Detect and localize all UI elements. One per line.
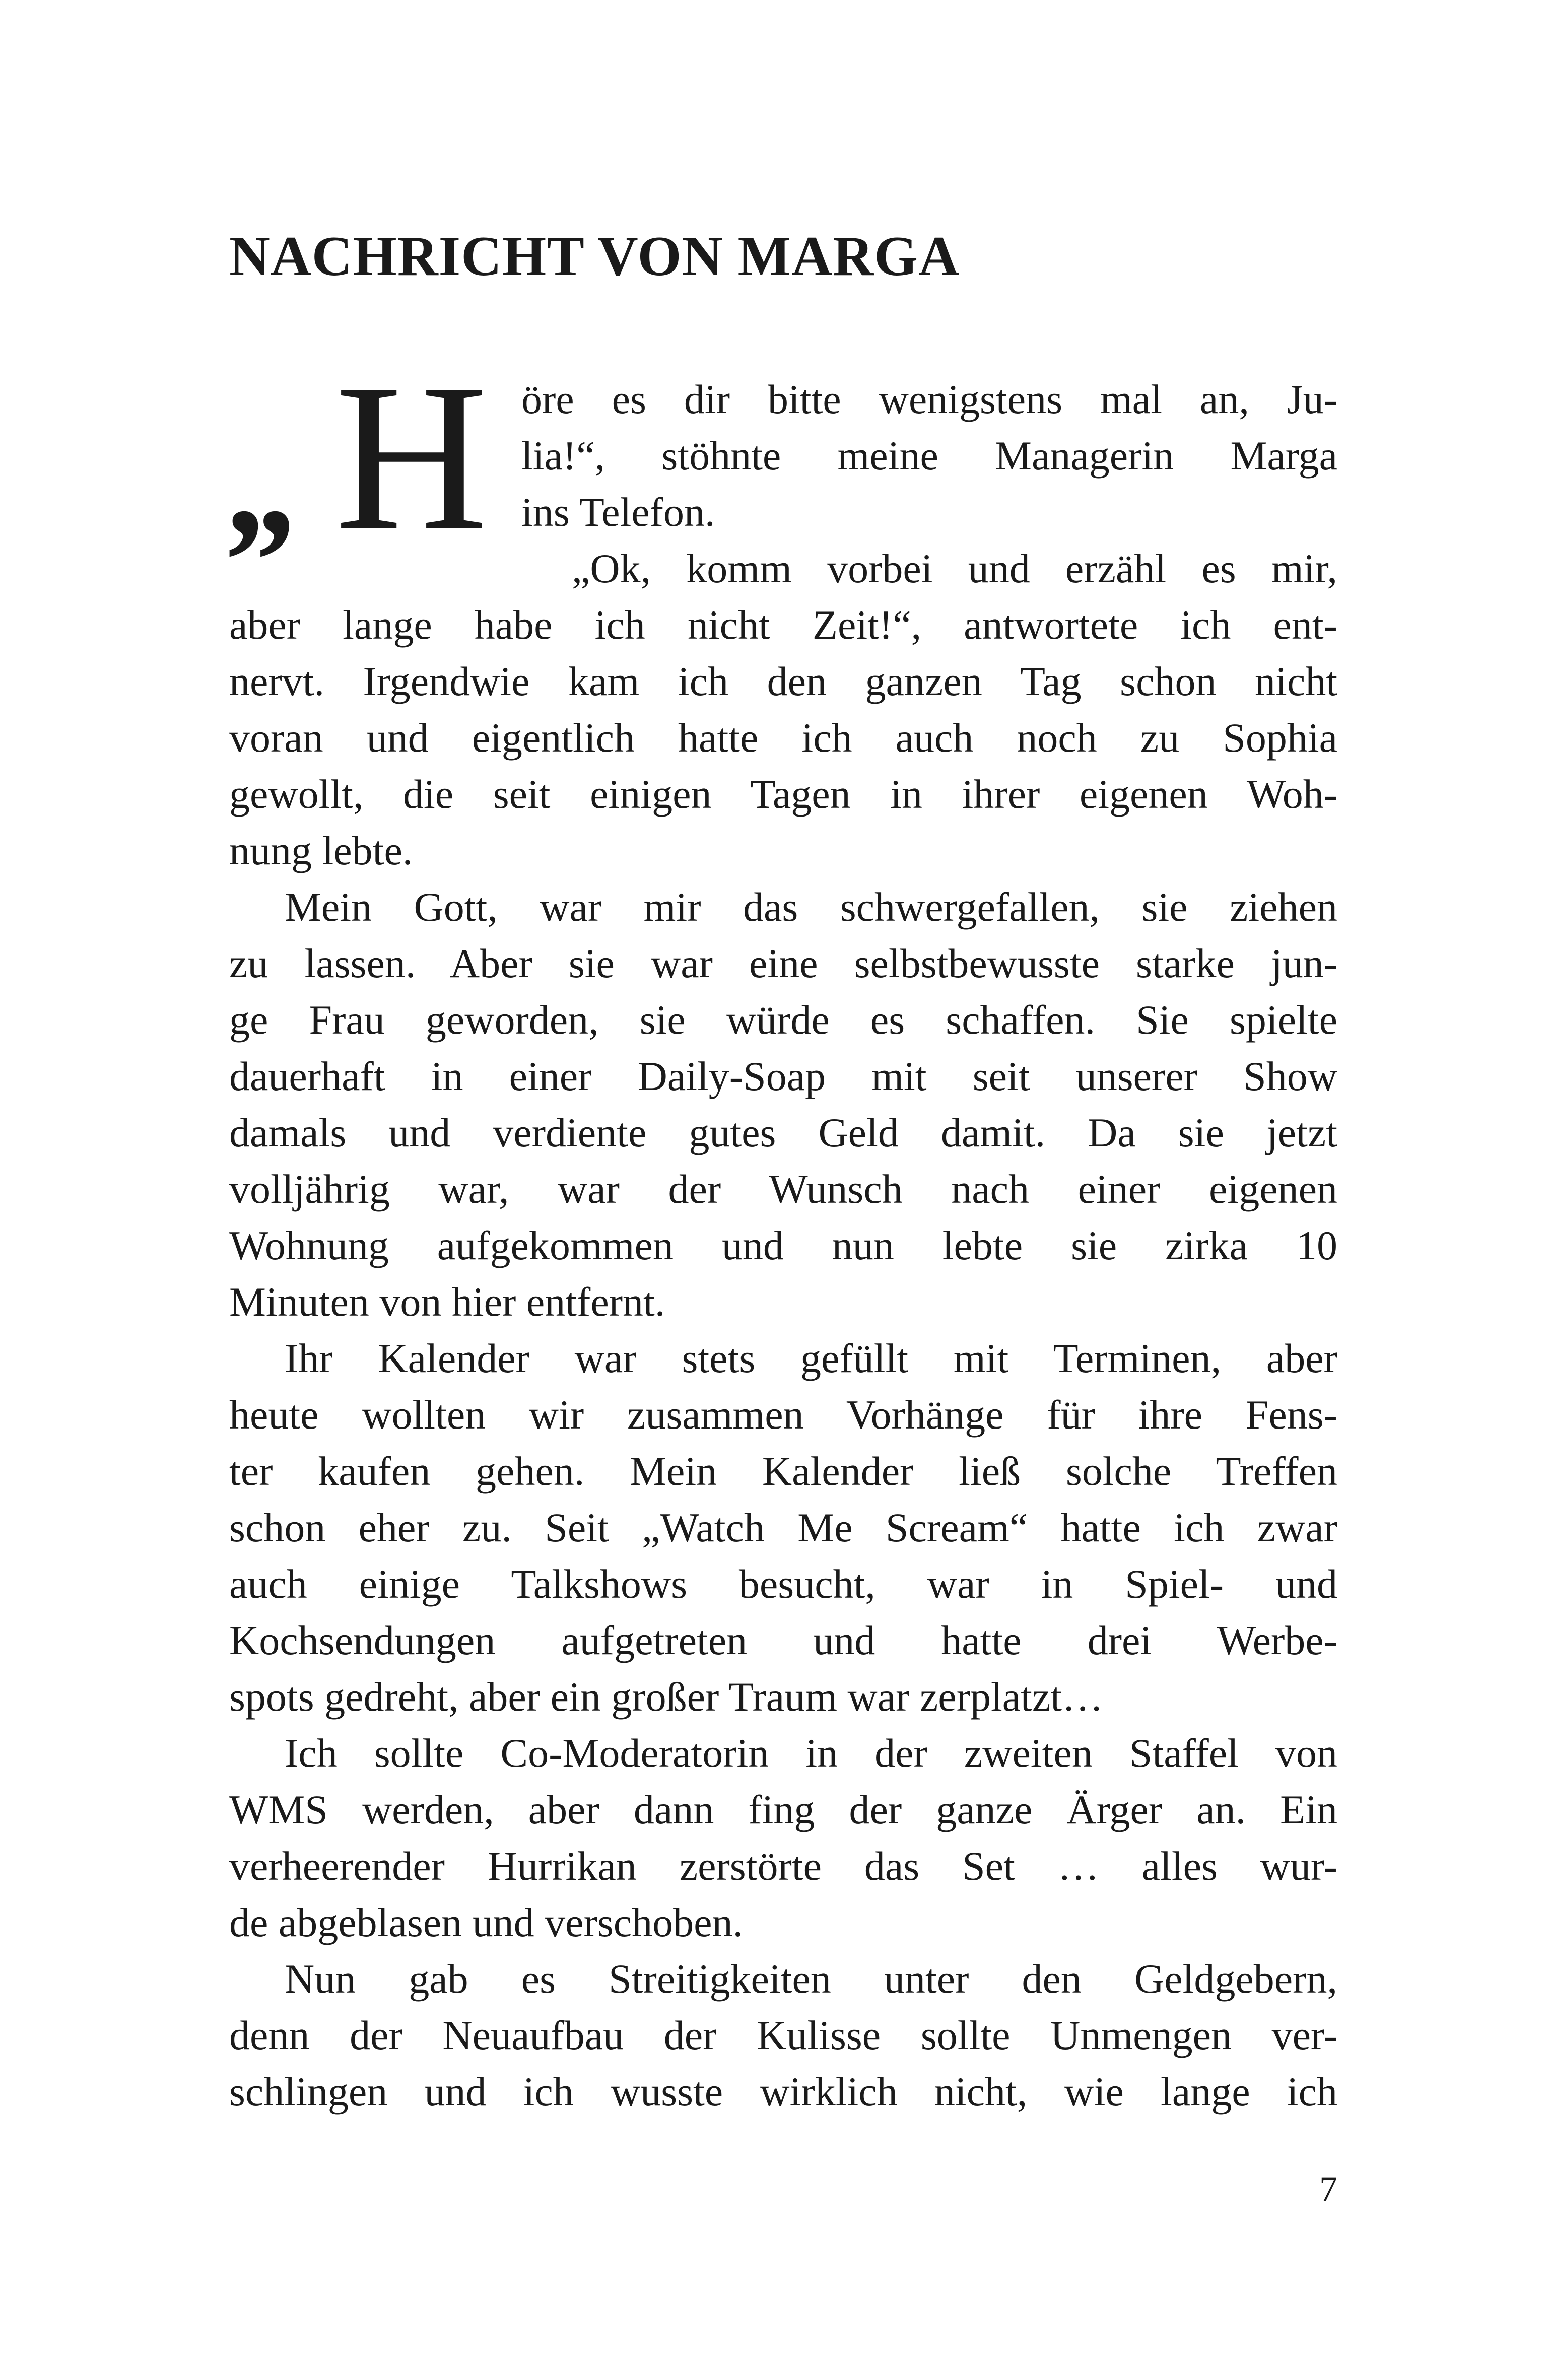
drop-cap-letter: H: [335, 340, 488, 574]
drop-cap-quote-mark: „: [229, 399, 305, 566]
text-line: ins Telefon.: [521, 489, 715, 535]
text-line: auch einige Talkshows besucht, war in Spiel- und: [229, 1561, 1337, 1607]
text-line: ge Frau geworden, sie würde es schaffen. Sie spielte: [229, 997, 1337, 1043]
text-line: Ihr Kalender war stets gefüllt mit Terminen, aber: [285, 1335, 1337, 1381]
text-line: Nun gab es Streitigkeiten unter den Geldgebern,: [285, 1956, 1337, 2002]
text-line: nervt. Irgendwie kam ich den ganzen Tag schon nicht: [229, 658, 1337, 704]
text-line: Mein Gott, war mir das schwergefallen, sie ziehen: [285, 884, 1337, 930]
text-line: volljährig war, war der Wunsch nach einer eigenen: [229, 1166, 1337, 1212]
text-line: Ich sollte Co-Moderatorin in der zweiten Staffel von: [285, 1730, 1337, 1776]
text-line: de abgeblasen und verschoben.: [229, 1899, 744, 1945]
text-line: Kochsendungen aufgetreten und hatte drei Werbe-: [229, 1617, 1337, 1663]
drop-cap: [229, 340, 516, 574]
text-line: gewollt, die seit einigen Tagen in ihrer eigenen Woh-: [229, 771, 1337, 817]
chapter-title: NACHRICHT VON MARGA: [229, 225, 960, 288]
text-line: Wohnung aufgekommen und nun lebte sie zirka 10: [229, 1222, 1337, 1268]
text-line: heute wollten wir zusammen Vorhänge für ihre Fens-: [229, 1392, 1337, 1438]
text-line: dauerhaft in einer Daily-Soap mit seit unserer Show: [229, 1053, 1337, 1099]
text-line: voran und eigentlich hatte ich auch noch zu Sophia: [229, 715, 1337, 761]
text-line: ter kaufen gehen. Mein Kalender ließ solche Treffen: [229, 1448, 1337, 1494]
text-line: zu lassen. Aber sie war eine selbstbewusste starke jun-: [229, 940, 1337, 986]
text-line: verheerender Hurrikan zerstörte das Set … alles wur-: [229, 1843, 1337, 1889]
text-line: schon eher zu. Seit „Watch Me Scream“ hatte ich zwar: [229, 1505, 1337, 1550]
text-line: nung lebte.: [229, 828, 413, 873]
text-line: WMS werden, aber dann fing der ganze Ärger an. Ein: [229, 1787, 1337, 1832]
text-line: spots gedreht, aber ein großer Traum war zerplatzt…: [229, 1674, 1104, 1720]
text-line: lia!“, stöhnte meine Managerin Marga: [521, 433, 1337, 479]
text-line: schlingen und ich wusste wirklich nicht, wie lange ich: [229, 2069, 1337, 2115]
text-line: Minuten von hier entfernt.: [229, 1279, 665, 1325]
text-line: „Ok, komm vorbei und erzähl es mir,: [572, 546, 1337, 591]
page-number: 7: [1319, 2169, 1337, 2209]
text-line: öre es dir bitte wenigstens mal an, Ju-: [521, 376, 1337, 422]
text-line: aber lange habe ich nicht Zeit!“, antwortete ich ent-: [229, 602, 1337, 648]
text-line: damals und verdiente gutes Geld damit. Da sie jetzt: [229, 1110, 1337, 1155]
text-line: denn der Neuaufbau der Kulisse sollte Unmengen ver-: [229, 2012, 1337, 2058]
